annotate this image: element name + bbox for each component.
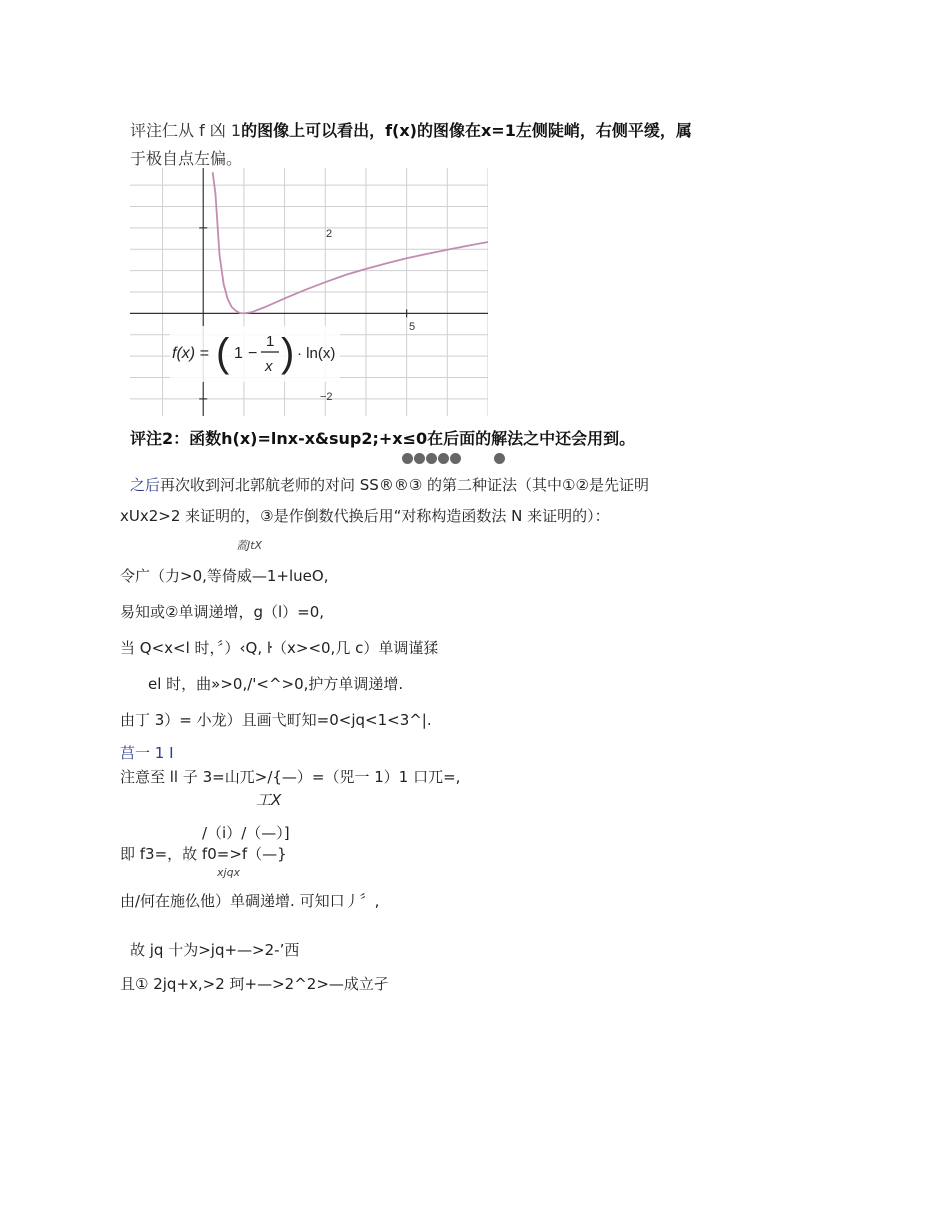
formula-numerator: 1	[266, 333, 275, 350]
body-line-5: 当 Q<x<l 时，〞）‹Q, ŀ（x><0,几 c）单调谨猱	[120, 639, 439, 657]
note2: 评注2：函数h(x)=lnx-x&sup2;+x≤0在后面的解法之中还会用到。	[130, 429, 636, 448]
formula-paren-right: )	[281, 331, 295, 375]
body-line-1-text: 再次收到河北郭航老师的对问 SS®®③ 的第二种证法（其中①②是先证明	[160, 476, 649, 494]
dot-4	[438, 453, 449, 464]
image-dots	[402, 453, 512, 467]
dot-2	[414, 453, 425, 464]
body-line-1-lead: 之后	[130, 476, 161, 494]
body-line-10: /（i）/（—）]	[202, 824, 290, 842]
body-line-12: 由/何在施仫他）单碉递增. 可知口丿〞,	[120, 892, 380, 910]
function-plot	[130, 168, 488, 416]
subscript-1: 蓋JtX	[236, 539, 263, 552]
dot-1	[402, 453, 413, 464]
formula-denominator: x	[265, 358, 273, 375]
body-line-6: el 时，曲»>0,/'<^>0,护方单调递增.	[148, 675, 404, 693]
subscript-2: xjqx	[217, 866, 241, 879]
tick-label-x-5: 5	[409, 321, 416, 333]
formula-paren-left: (	[216, 331, 230, 375]
body-line-14: 且① 2jq+x,>2 珂+—>2^2>—成立孑	[120, 975, 389, 993]
body-line-1	[130, 474, 649, 495]
body-line-2: xUx2>2 来证明的，③是作倒数代换后用“对称构造函数法 N 来证明的）：	[120, 507, 610, 525]
note1-prefix: 评注仁从 f 凶 1	[130, 121, 242, 140]
body-subline-x: 工X	[256, 791, 282, 809]
formula-tail: · ln(x)	[297, 345, 336, 362]
body-line-13: 故 jq 十为>jq+—>2-’西	[130, 941, 300, 959]
body-line-4: 易知或②单调递增，g（l）=0,	[120, 603, 325, 621]
note1-line1	[130, 118, 692, 141]
body-line-9: 注意至 ll 子 3=山兀>/{—）=（兕一 1）1 口兀=,	[120, 768, 461, 786]
note1-bold: 的图像上可以看出，f(x)的图像在x=1左侧陡峭，右侧平缓，属	[241, 121, 692, 140]
dot-6	[494, 453, 505, 464]
formula-minus: −	[248, 345, 258, 362]
note1-line2: 于极自点左偏。	[130, 149, 243, 168]
formula-lhs: f(x) =	[172, 345, 209, 362]
dot-5	[450, 453, 461, 464]
tick-label-y-neg2: −2	[320, 391, 333, 403]
formula-one: 1	[234, 345, 243, 362]
body-line-3: 令广（力>0,等倚威—1+lueO,	[120, 567, 329, 585]
body-line-8: 莒一 1 I	[120, 744, 174, 762]
dot-3	[426, 453, 437, 464]
formula	[170, 326, 340, 382]
tick-label-y-2: 2	[326, 228, 333, 240]
body-line-11: 即 f3=，故 f0=>f（—}	[120, 845, 287, 863]
body-line-7: 由丁 3）= 小龙）且画弋町知=0<jq<1<3^|.	[120, 711, 432, 729]
